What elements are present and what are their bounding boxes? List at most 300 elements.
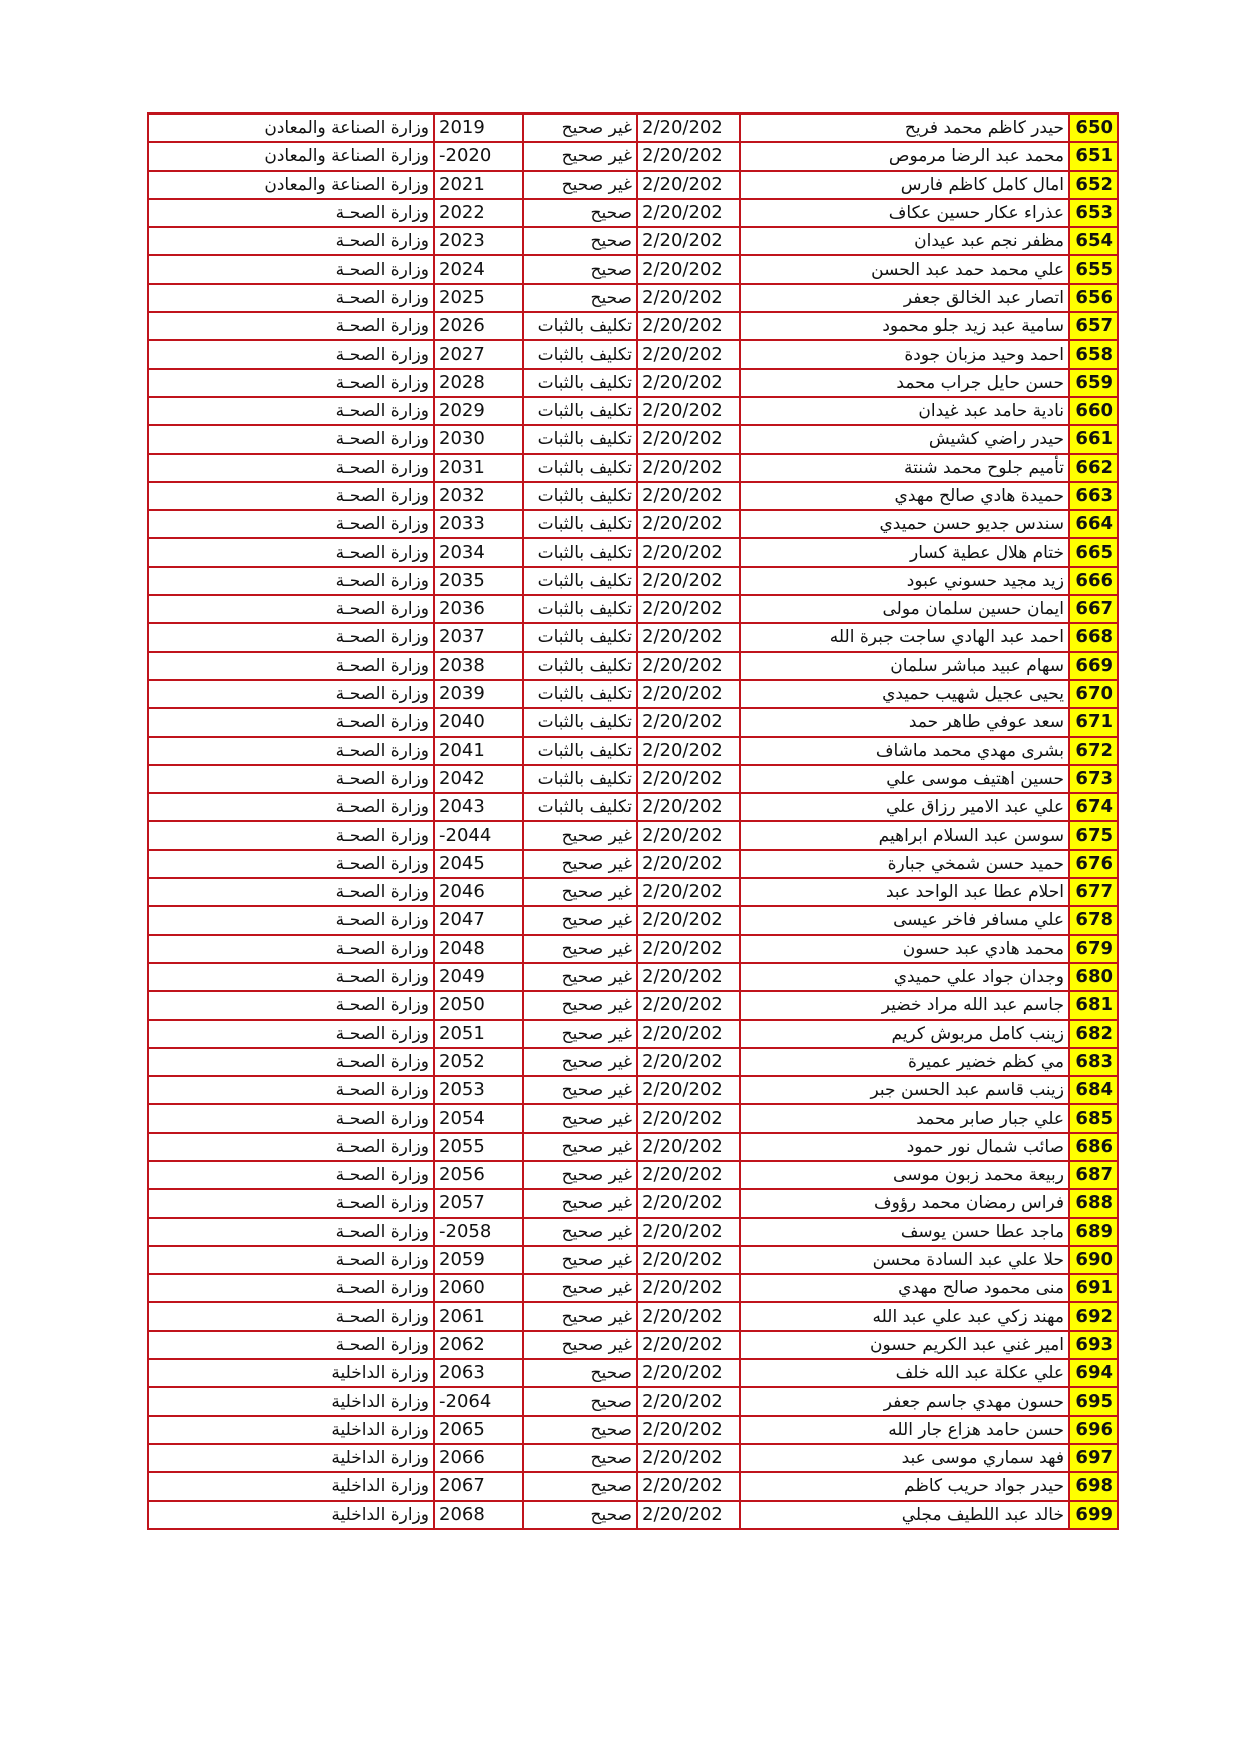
number-cell: 2026 bbox=[434, 312, 523, 340]
serial-cell: 654 bbox=[1069, 227, 1118, 255]
table-row bbox=[148, 1076, 1118, 1104]
number-cell: 2061 bbox=[434, 1302, 523, 1330]
number-cell: 2068 bbox=[434, 1501, 523, 1529]
date-cell: 2/20/202 bbox=[637, 1020, 740, 1048]
date-cell: 2/20/202 bbox=[637, 142, 740, 170]
status-cell: تكليف بالثبات bbox=[523, 397, 637, 425]
status-cell: غير صحيح bbox=[523, 1020, 637, 1048]
table-row bbox=[148, 850, 1118, 878]
ministry-cell: وزارة الصحـة bbox=[148, 454, 434, 482]
number-cell: -2020 bbox=[434, 142, 523, 170]
name-cell: سامية عبد زيد جلو محمود bbox=[740, 312, 1069, 340]
name-cell: حسون مهدي جاسم جعفر bbox=[740, 1387, 1069, 1415]
date-cell: 2/20/202 bbox=[637, 340, 740, 368]
status-cell: غير صحيح bbox=[523, 850, 637, 878]
serial-cell: 672 bbox=[1069, 737, 1118, 765]
number-cell: 2025 bbox=[434, 284, 523, 312]
number-cell: 2056 bbox=[434, 1161, 523, 1189]
ministry-cell: وزارة الصحـة bbox=[148, 1189, 434, 1217]
status-cell: غير صحيح bbox=[523, 1133, 637, 1161]
name-cell: علي عبد الامير رزاق علي bbox=[740, 793, 1069, 821]
date-cell: 2/20/202 bbox=[637, 567, 740, 595]
table-row bbox=[148, 1472, 1118, 1500]
serial-cell: 677 bbox=[1069, 878, 1118, 906]
date-cell: 2/20/202 bbox=[637, 1048, 740, 1076]
table-row bbox=[148, 595, 1118, 623]
status-cell: صحيح bbox=[523, 1359, 637, 1387]
date-cell: 2/20/202 bbox=[637, 1302, 740, 1330]
table-row bbox=[148, 821, 1118, 849]
name-cell: حسن حايل جراب محمد bbox=[740, 369, 1069, 397]
status-cell: غير صحيح bbox=[523, 1076, 637, 1104]
number-cell: 2051 bbox=[434, 1020, 523, 1048]
name-cell: صائب شمال نور حمود bbox=[740, 1133, 1069, 1161]
table-row bbox=[148, 737, 1118, 765]
serial-cell: 679 bbox=[1069, 935, 1118, 963]
ministry-cell: وزارة الصحـة bbox=[148, 538, 434, 566]
date-cell: 2/20/202 bbox=[637, 652, 740, 680]
serial-cell: 662 bbox=[1069, 454, 1118, 482]
name-cell: سعد عوفي طاهر حمد bbox=[740, 708, 1069, 736]
date-cell: 2/20/202 bbox=[637, 1133, 740, 1161]
table-row bbox=[148, 793, 1118, 821]
date-cell: 2/20/202 bbox=[637, 1274, 740, 1302]
number-cell: 2037 bbox=[434, 623, 523, 651]
number-cell: 2060 bbox=[434, 1274, 523, 1302]
serial-cell: 694 bbox=[1069, 1359, 1118, 1387]
name-cell: زينب كامل مربوش كريم bbox=[740, 1020, 1069, 1048]
status-cell: غير صحيح bbox=[523, 1218, 637, 1246]
serial-cell: 695 bbox=[1069, 1387, 1118, 1415]
date-cell: 2/20/202 bbox=[637, 1161, 740, 1189]
date-cell: 2/20/202 bbox=[637, 397, 740, 425]
number-cell: 2065 bbox=[434, 1416, 523, 1444]
number-cell: 2049 bbox=[434, 963, 523, 991]
ministry-cell: وزارة الصحـة bbox=[148, 821, 434, 849]
status-cell: صحيح bbox=[523, 1416, 637, 1444]
date-cell: 2/20/202 bbox=[637, 1331, 740, 1359]
table-row bbox=[148, 171, 1118, 199]
ministry-cell: وزارة الصحـة bbox=[148, 397, 434, 425]
date-cell: 2/20/202 bbox=[637, 369, 740, 397]
date-cell: 2/20/202 bbox=[637, 1104, 740, 1132]
date-cell: 2/20/202 bbox=[637, 454, 740, 482]
serial-cell: 661 bbox=[1069, 425, 1118, 453]
number-cell: 2057 bbox=[434, 1189, 523, 1217]
table-row bbox=[148, 623, 1118, 651]
serial-cell: 663 bbox=[1069, 482, 1118, 510]
table-row bbox=[148, 142, 1118, 170]
name-cell: حلا علي عبد السادة محسن bbox=[740, 1246, 1069, 1274]
ministry-cell: وزارة الصحـة bbox=[148, 1274, 434, 1302]
ministry-cell: وزارة الصحـة bbox=[148, 1133, 434, 1161]
name-cell: جاسم عبد الله مراد خضير bbox=[740, 991, 1069, 1019]
serial-cell: 657 bbox=[1069, 312, 1118, 340]
date-cell: 2/20/202 bbox=[637, 595, 740, 623]
name-cell: احمد وحيد مزبان جودة bbox=[740, 340, 1069, 368]
table-row bbox=[148, 878, 1118, 906]
name-cell: ماجد عطا حسن يوسف bbox=[740, 1218, 1069, 1246]
number-cell: 2048 bbox=[434, 935, 523, 963]
number-cell: 2066 bbox=[434, 1444, 523, 1472]
number-cell: 2021 bbox=[434, 171, 523, 199]
table-row bbox=[148, 1302, 1118, 1330]
name-cell: سهام عبيد مباشر سلمان bbox=[740, 652, 1069, 680]
number-cell: 2045 bbox=[434, 850, 523, 878]
name-cell: احمد عبد الهادي ساجت جبرة الله bbox=[740, 623, 1069, 651]
status-cell: غير صحيح bbox=[523, 142, 637, 170]
date-cell: 2/20/202 bbox=[637, 255, 740, 283]
ministry-cell: وزارة الصحـة bbox=[148, 1020, 434, 1048]
serial-cell: 696 bbox=[1069, 1416, 1118, 1444]
table-row bbox=[148, 1104, 1118, 1132]
table-row bbox=[148, 538, 1118, 566]
number-cell: 2041 bbox=[434, 737, 523, 765]
serial-cell: 664 bbox=[1069, 510, 1118, 538]
table-row bbox=[148, 680, 1118, 708]
name-cell: زينب قاسم عبد الحسن جبر bbox=[740, 1076, 1069, 1104]
date-cell: 2/20/202 bbox=[637, 1076, 740, 1104]
number-cell: 2024 bbox=[434, 255, 523, 283]
ministry-cell: وزارة الصحـة bbox=[148, 1076, 434, 1104]
serial-cell: 667 bbox=[1069, 595, 1118, 623]
name-cell: حسين اهتيف موسى علي bbox=[740, 765, 1069, 793]
status-cell: تكليف بالثبات bbox=[523, 765, 637, 793]
status-cell: تكليف بالثبات bbox=[523, 454, 637, 482]
ministry-cell: وزارة الصحـة bbox=[148, 1104, 434, 1132]
number-cell: 2030 bbox=[434, 425, 523, 453]
records-table-body bbox=[148, 114, 1118, 1529]
serial-cell: 655 bbox=[1069, 255, 1118, 283]
table-row bbox=[148, 708, 1118, 736]
number-cell: 2043 bbox=[434, 793, 523, 821]
number-cell: -2064 bbox=[434, 1387, 523, 1415]
status-cell: تكليف بالثبات bbox=[523, 312, 637, 340]
number-cell: 2053 bbox=[434, 1076, 523, 1104]
table-row bbox=[148, 1416, 1118, 1444]
ministry-cell: وزارة الصحـة bbox=[148, 284, 434, 312]
number-cell: 2039 bbox=[434, 680, 523, 708]
ministry-cell: وزارة الصناعة والمعادن bbox=[148, 171, 434, 199]
name-cell: مظفر نجم عبد عيدان bbox=[740, 227, 1069, 255]
date-cell: 2/20/202 bbox=[637, 737, 740, 765]
serial-cell: 673 bbox=[1069, 765, 1118, 793]
table-row bbox=[148, 454, 1118, 482]
status-cell: صحيح bbox=[523, 1387, 637, 1415]
serial-cell: 651 bbox=[1069, 142, 1118, 170]
status-cell: غير صحيح bbox=[523, 1246, 637, 1274]
date-cell: 2/20/202 bbox=[637, 991, 740, 1019]
status-cell: تكليف بالثبات bbox=[523, 538, 637, 566]
table-row bbox=[148, 114, 1118, 143]
number-cell: -2058 bbox=[434, 1218, 523, 1246]
serial-cell: 659 bbox=[1069, 369, 1118, 397]
table-row bbox=[148, 1359, 1118, 1387]
number-cell: 2034 bbox=[434, 538, 523, 566]
serial-cell: 665 bbox=[1069, 538, 1118, 566]
date-cell: 2/20/202 bbox=[637, 1246, 740, 1274]
serial-cell: 682 bbox=[1069, 1020, 1118, 1048]
serial-cell: 686 bbox=[1069, 1133, 1118, 1161]
date-cell: 2/20/202 bbox=[637, 1218, 740, 1246]
ministry-cell: وزارة الصحـة bbox=[148, 935, 434, 963]
name-cell: احلام عطا عبد الواحد عبد bbox=[740, 878, 1069, 906]
status-cell: تكليف بالثبات bbox=[523, 793, 637, 821]
number-cell: 2046 bbox=[434, 878, 523, 906]
status-cell: غير صحيح bbox=[523, 963, 637, 991]
ministry-cell: وزارة الصحـة bbox=[148, 1246, 434, 1274]
ministry-cell: وزارة الصحـة bbox=[148, 623, 434, 651]
name-cell: امير غني عبد الكريم حسون bbox=[740, 1331, 1069, 1359]
ministry-cell: وزارة الداخلية bbox=[148, 1387, 434, 1415]
status-cell: صحيح bbox=[523, 284, 637, 312]
ministry-cell: وزارة الصحـة bbox=[148, 199, 434, 227]
date-cell: 2/20/202 bbox=[637, 1501, 740, 1529]
status-cell: غير صحيح bbox=[523, 1104, 637, 1132]
number-cell: 2054 bbox=[434, 1104, 523, 1132]
serial-cell: 652 bbox=[1069, 171, 1118, 199]
name-cell: زيد مجيد حسوني عبود bbox=[740, 567, 1069, 595]
status-cell: تكليف بالثبات bbox=[523, 737, 637, 765]
number-cell: 2067 bbox=[434, 1472, 523, 1500]
name-cell: حيدر راضي كشيش bbox=[740, 425, 1069, 453]
serial-cell: 658 bbox=[1069, 340, 1118, 368]
table-row bbox=[148, 652, 1118, 680]
status-cell: غير صحيح bbox=[523, 171, 637, 199]
table-row bbox=[148, 991, 1118, 1019]
serial-cell: 680 bbox=[1069, 963, 1118, 991]
ministry-cell: وزارة الصحـة bbox=[148, 482, 434, 510]
records-sheet bbox=[147, 112, 1113, 1530]
serial-cell: 687 bbox=[1069, 1161, 1118, 1189]
status-cell: غير صحيح bbox=[523, 1331, 637, 1359]
status-cell: غير صحيح bbox=[523, 1302, 637, 1330]
name-cell: مهند زكي عبد علي عبد الله bbox=[740, 1302, 1069, 1330]
name-cell: فراس رمضان محمد رؤوف bbox=[740, 1189, 1069, 1217]
table-row bbox=[148, 425, 1118, 453]
status-cell: تكليف بالثبات bbox=[523, 623, 637, 651]
table-row bbox=[148, 1048, 1118, 1076]
name-cell: تأميم جلوح محمد شنتة bbox=[740, 454, 1069, 482]
name-cell: حيدر كاظم محمد فريح bbox=[740, 114, 1069, 143]
table-row bbox=[148, 1161, 1118, 1189]
serial-cell: 650 bbox=[1069, 114, 1118, 143]
ministry-cell: وزارة الصحـة bbox=[148, 765, 434, 793]
ministry-cell: وزارة الصحـة bbox=[148, 963, 434, 991]
status-cell: تكليف بالثبات bbox=[523, 425, 637, 453]
name-cell: ايمان حسين سلمان مولى bbox=[740, 595, 1069, 623]
ministry-cell: وزارة الداخلية bbox=[148, 1444, 434, 1472]
serial-cell: 692 bbox=[1069, 1302, 1118, 1330]
status-cell: صحيح bbox=[523, 1501, 637, 1529]
date-cell: 2/20/202 bbox=[637, 284, 740, 312]
date-cell: 2/20/202 bbox=[637, 1416, 740, 1444]
records-table bbox=[147, 112, 1119, 1530]
number-cell: -2044 bbox=[434, 821, 523, 849]
ministry-cell: وزارة الداخلية bbox=[148, 1501, 434, 1529]
table-row bbox=[148, 963, 1118, 991]
table-row bbox=[148, 1274, 1118, 1302]
date-cell: 2/20/202 bbox=[637, 963, 740, 991]
status-cell: تكليف بالثبات bbox=[523, 567, 637, 595]
name-cell: اتصار عبد الخالق جعفر bbox=[740, 284, 1069, 312]
name-cell: حميد حسن شمخي جبارة bbox=[740, 850, 1069, 878]
name-cell: ربيعة محمد زبون موسى bbox=[740, 1161, 1069, 1189]
serial-cell: 693 bbox=[1069, 1331, 1118, 1359]
date-cell: 2/20/202 bbox=[637, 1387, 740, 1415]
status-cell: غير صحيح bbox=[523, 935, 637, 963]
table-row bbox=[148, 765, 1118, 793]
ministry-cell: وزارة الصحـة bbox=[148, 567, 434, 595]
table-row bbox=[148, 906, 1118, 934]
number-cell: 2027 bbox=[434, 340, 523, 368]
name-cell: فهد سماري موسى عبد bbox=[740, 1444, 1069, 1472]
status-cell: تكليف بالثبات bbox=[523, 680, 637, 708]
table-row bbox=[148, 312, 1118, 340]
status-cell: تكليف بالثبات bbox=[523, 510, 637, 538]
name-cell: منى محمود صالح مهدي bbox=[740, 1274, 1069, 1302]
ministry-cell: وزارة الصحـة bbox=[148, 991, 434, 1019]
status-cell: غير صحيح bbox=[523, 878, 637, 906]
name-cell: محمد هادي عبد حسون bbox=[740, 935, 1069, 963]
number-cell: 2052 bbox=[434, 1048, 523, 1076]
serial-cell: 697 bbox=[1069, 1444, 1118, 1472]
number-cell: 2038 bbox=[434, 652, 523, 680]
name-cell: يحيى عجيل شهيب حميدي bbox=[740, 680, 1069, 708]
number-cell: 2042 bbox=[434, 765, 523, 793]
status-cell: صحيح bbox=[523, 1472, 637, 1500]
name-cell: علي جبار صابر محمد bbox=[740, 1104, 1069, 1132]
ministry-cell: وزارة الصحـة bbox=[148, 878, 434, 906]
status-cell: غير صحيح bbox=[523, 1189, 637, 1217]
serial-cell: 685 bbox=[1069, 1104, 1118, 1132]
ministry-cell: وزارة الصحـة bbox=[148, 1161, 434, 1189]
number-cell: 2028 bbox=[434, 369, 523, 397]
number-cell: 2032 bbox=[434, 482, 523, 510]
ministry-cell: وزارة الصحـة bbox=[148, 737, 434, 765]
number-cell: 2059 bbox=[434, 1246, 523, 1274]
ministry-cell: وزارة الصناعة والمعادن bbox=[148, 142, 434, 170]
number-cell: 2033 bbox=[434, 510, 523, 538]
name-cell: مي كظم خضير عميرة bbox=[740, 1048, 1069, 1076]
ministry-cell: وزارة الصحـة bbox=[148, 1218, 434, 1246]
date-cell: 2/20/202 bbox=[637, 680, 740, 708]
status-cell: تكليف بالثبات bbox=[523, 652, 637, 680]
table-row bbox=[148, 1020, 1118, 1048]
number-cell: 2035 bbox=[434, 567, 523, 595]
name-cell: محمد عبد الرضا مرموص bbox=[740, 142, 1069, 170]
number-cell: 2031 bbox=[434, 454, 523, 482]
table-row bbox=[148, 510, 1118, 538]
status-cell: تكليف بالثبات bbox=[523, 595, 637, 623]
status-cell: غير صحيح bbox=[523, 1161, 637, 1189]
date-cell: 2/20/202 bbox=[637, 312, 740, 340]
table-row bbox=[148, 567, 1118, 595]
table-row bbox=[148, 1501, 1118, 1529]
date-cell: 2/20/202 bbox=[637, 482, 740, 510]
date-cell: 2/20/202 bbox=[637, 935, 740, 963]
name-cell: خالد عبد اللطيف مجلي bbox=[740, 1501, 1069, 1529]
ministry-cell: وزارة الصحـة bbox=[148, 227, 434, 255]
date-cell: 2/20/202 bbox=[637, 906, 740, 934]
number-cell: 2022 bbox=[434, 199, 523, 227]
ministry-cell: وزارة الصحـة bbox=[148, 510, 434, 538]
serial-cell: 675 bbox=[1069, 821, 1118, 849]
serial-cell: 690 bbox=[1069, 1246, 1118, 1274]
ministry-cell: وزارة الصحـة bbox=[148, 850, 434, 878]
status-cell: غير صحيح bbox=[523, 991, 637, 1019]
name-cell: عذراء عكار حسين عكاف bbox=[740, 199, 1069, 227]
status-cell: تكليف بالثبات bbox=[523, 369, 637, 397]
date-cell: 2/20/202 bbox=[637, 708, 740, 736]
ministry-cell: وزارة الصحـة bbox=[148, 1048, 434, 1076]
table-row bbox=[148, 199, 1118, 227]
ministry-cell: وزارة الصحـة bbox=[148, 906, 434, 934]
serial-cell: 670 bbox=[1069, 680, 1118, 708]
table-row bbox=[148, 935, 1118, 963]
serial-cell: 684 bbox=[1069, 1076, 1118, 1104]
ministry-cell: وزارة الصحـة bbox=[148, 1302, 434, 1330]
table-row bbox=[148, 1133, 1118, 1161]
number-cell: 2063 bbox=[434, 1359, 523, 1387]
status-cell: غير صحيح bbox=[523, 906, 637, 934]
serial-cell: 669 bbox=[1069, 652, 1118, 680]
serial-cell: 688 bbox=[1069, 1189, 1118, 1217]
serial-cell: 671 bbox=[1069, 708, 1118, 736]
ministry-cell: وزارة الصحـة bbox=[148, 255, 434, 283]
table-row bbox=[148, 1218, 1118, 1246]
ministry-cell: وزارة الداخلية bbox=[148, 1359, 434, 1387]
ministry-cell: وزارة الداخلية bbox=[148, 1472, 434, 1500]
name-cell: علي عكلة عبد الله خلف bbox=[740, 1359, 1069, 1387]
name-cell: بشرى مهدي محمد ماشاف bbox=[740, 737, 1069, 765]
status-cell: تكليف بالثبات bbox=[523, 708, 637, 736]
name-cell: حسن حامد هزاع جار الله bbox=[740, 1416, 1069, 1444]
table-row bbox=[148, 1444, 1118, 1472]
status-cell: غير صحيح bbox=[523, 1048, 637, 1076]
serial-cell: 668 bbox=[1069, 623, 1118, 651]
serial-cell: 653 bbox=[1069, 199, 1118, 227]
ministry-cell: وزارة الصحـة bbox=[148, 425, 434, 453]
serial-cell: 681 bbox=[1069, 991, 1118, 1019]
name-cell: نادية حامد عبد غيدان bbox=[740, 397, 1069, 425]
number-cell: 2023 bbox=[434, 227, 523, 255]
date-cell: 2/20/202 bbox=[637, 850, 740, 878]
date-cell: 2/20/202 bbox=[637, 199, 740, 227]
date-cell: 2/20/202 bbox=[637, 878, 740, 906]
name-cell: سندس جديو حسن حميدي bbox=[740, 510, 1069, 538]
number-cell: 2019 bbox=[434, 114, 523, 143]
serial-cell: 698 bbox=[1069, 1472, 1118, 1500]
name-cell: علي محمد حمد عبد الحسن bbox=[740, 255, 1069, 283]
status-cell: صحيح bbox=[523, 199, 637, 227]
date-cell: 2/20/202 bbox=[637, 227, 740, 255]
number-cell: 2055 bbox=[434, 1133, 523, 1161]
status-cell: تكليف بالثبات bbox=[523, 340, 637, 368]
ministry-cell: وزارة الصحـة bbox=[148, 708, 434, 736]
date-cell: 2/20/202 bbox=[637, 538, 740, 566]
number-cell: 2029 bbox=[434, 397, 523, 425]
date-cell: 2/20/202 bbox=[637, 171, 740, 199]
date-cell: 2/20/202 bbox=[637, 1359, 740, 1387]
ministry-cell: وزارة الداخلية bbox=[148, 1416, 434, 1444]
table-row bbox=[148, 284, 1118, 312]
name-cell: وجدان جواد علي حميدي bbox=[740, 963, 1069, 991]
name-cell: سوسن عبد السلام ابراهيم bbox=[740, 821, 1069, 849]
serial-cell: 699 bbox=[1069, 1501, 1118, 1529]
status-cell: صحيح bbox=[523, 255, 637, 283]
date-cell: 2/20/202 bbox=[637, 623, 740, 651]
